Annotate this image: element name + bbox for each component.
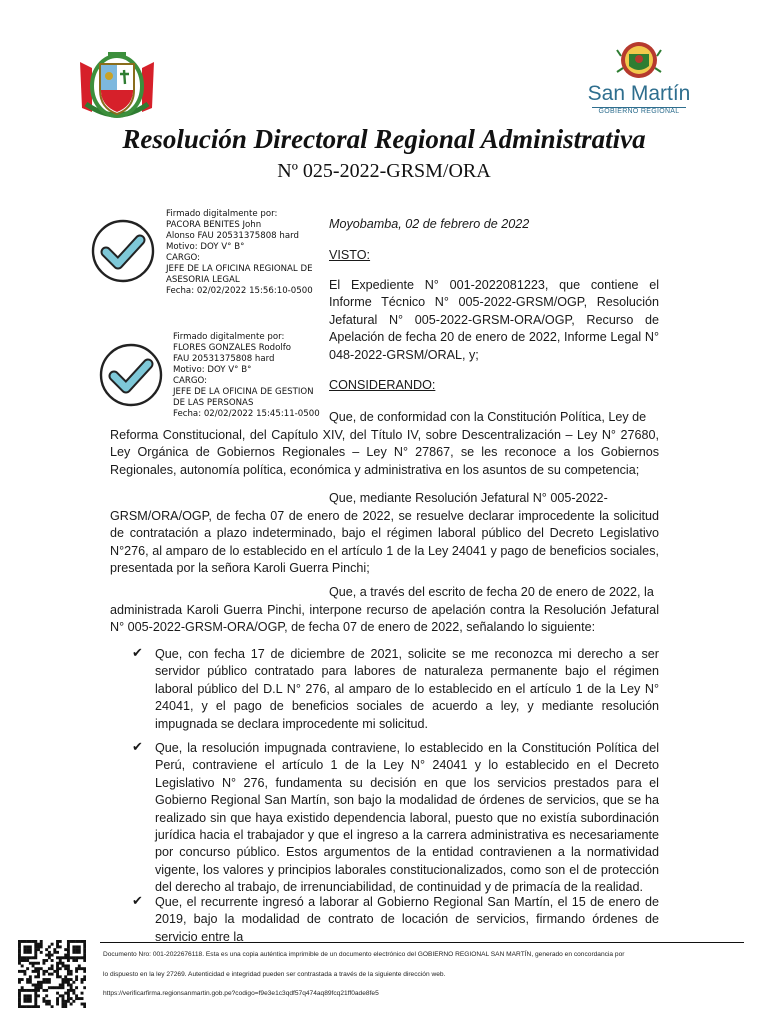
logo-title: San Martín: [587, 82, 691, 105]
signature-line: CARGO:: [173, 376, 208, 386]
digital-signature-1: [166, 209, 313, 297]
checkmark-bullet-icon: ✔: [132, 645, 143, 660]
checkmark-bullet-icon: ✔: [132, 739, 143, 754]
considerando-heading: CONSIDERANDO:: [329, 378, 436, 392]
signature-line: PACORA BENITES John: [166, 220, 262, 230]
signature-line: CARGO:: [166, 253, 201, 263]
signature-line: Firmado digitalmente por:: [173, 332, 285, 342]
peru-coat-of-arms-logo: [76, 48, 158, 124]
signature-line: Motivo: DOY V° B°: [166, 242, 245, 252]
bullet-item: Que, el recurrente ingresó a laborar al Gobierno Regional San Martín, el 15 de enero de 2019, bajo la modalidad de contrato de locación de servicios, firmando órdenes de servicio entre la: [155, 895, 659, 944]
signature-check-icon: [96, 340, 166, 415]
signature-line: Alonso FAU 20531375808 hard: [166, 231, 299, 241]
signature-line: Firmado digitalmente por:: [166, 209, 278, 219]
digital-signature-2: [173, 332, 320, 420]
footer-url: https://verificarfirma.regionsanmartin.gob.pe?codigo=f9e3e1c3qdf57q474aq89fcq21ff0ade8fe5: [103, 990, 379, 997]
paragraph-1-lead: Que, de conformidad con la Constitución Política, Ley de: [329, 410, 647, 424]
bullet-item: Que, la resolución impugnada contraviene, lo establecido en la Constitución Política del Perú, contraviene el artículo 1 de la Ley N° 24041 y lo establecido en el Decreto Legislativo N° 276, fundamenta su decisión en que los servicios prestados para el Gobierno Regional San Martín, son bajo la modalidad de órdenes de servicios, que se ha realizado sin que haya existido dependencia laboral, puesto que no existía subordinación jurídica hacia el trabajador y que el ingreso a la carrera administrativa es necesariamente por concurso público. Estos argumentos de la entidad contravienen a la normatividad vigente, los valores y principios laborales constitucionalizados, como son el de protección del derecho al trabajo, de irrenunciabilidad, de continuidad y de primacía de la realidad.: [155, 741, 659, 895]
san-martin-regional-government-logo: [582, 40, 696, 122]
checkmark-bullet-icon: ✔: [132, 893, 143, 908]
place-date: Moyobamba, 02 de febrero de 2022: [329, 217, 530, 231]
footer-divider: [100, 942, 744, 943]
signature-line: Motivo: DOY V° B°: [173, 365, 252, 375]
resolution-number: Nº 025-2022-GRSM/ORA: [277, 160, 491, 182]
paragraph-1: Reforma Constitucional, del Capítulo XIV, del Título IV, sobre Descentralización – Ley N° 27680, Ley Orgánica de Gobiernos Regionales – Ley N° 27867, se les reconoce a los Gobiernos Regionales, autonomía política, económica y administrativa en los asuntos de su competencia;: [110, 428, 659, 477]
paragraph-2: GRSM/ORA/OGP, de fecha 07 de enero de 2022, se resuelve declarar improcedente la solicitud de contratación a plazo indeterminado, bajo el régimen laboral público del Decreto Legislativo N°276, al amparo de lo establecido en el artículo 1 de la Ley 24041 y pago de beneficios sociales, presentada por la señora Karoli Guerra Pinchi;: [110, 509, 659, 576]
signature-line: Fecha: 02/02/2022 15:45:11-0500: [173, 409, 320, 419]
signature-line: JEFE DE LA OFICINA DE GESTION: [173, 387, 314, 397]
signature-line: FLORES GONZALES Rodolfo: [173, 343, 292, 353]
signature-check-icon: [88, 216, 158, 291]
footer-line-1: Documento Nro: 001-2022676118. Esta es una copia auténtica imprimible de un documento electrónico del GOBIERNO REGIONAL SAN MARTÍN, generado en concordancia por: [103, 951, 625, 958]
paragraph-3-lead: Que, a través del escrito de fecha 20 de enero de 2022, la: [329, 585, 654, 599]
signature-line: DE LAS PERSONAS: [173, 398, 254, 408]
qr-code: [18, 940, 86, 1008]
document-title: Resolución Directoral Regional Administrativa: [122, 124, 646, 154]
signature-line: ASESORIA LEGAL: [166, 275, 240, 285]
visto-heading: VISTO:: [329, 248, 371, 262]
visto-paragraph: El Expediente N° 001-2022081223, que contiene el Informe Técnico N° 005-2022-GRSM/OGP, Resolución Jefatural N° 005-2022-GRSM-ORA/OGP, Recurso de Apelación de fecha 20 de enero de 2022, Informe Legal N° 048-2022-GRSM/ORAL, y;: [329, 278, 659, 362]
paragraph-3: administrada Karoli Guerra Pinchi, interpone recurso de apelación contra la Resolución Jefatural N° 005-2022-GRSM-ORA/OGP, de fecha 07 de enero de 2022, señalando lo siguiente:: [110, 603, 659, 635]
signature-line: FAU 20531375808 hard: [173, 354, 275, 364]
footer-line-2: lo dispuesto en la ley 27269. Autenticidad e integridad pueden ser contrastada a través de la siguiente dirección web.: [103, 971, 446, 978]
signature-line: JEFE DE LA OFICINA REGIONAL DE: [166, 264, 313, 274]
signature-line: Fecha: 02/02/2022 15:56:10-0500: [166, 286, 313, 296]
logo-subtitle: GOBIERNO REGIONAL: [598, 108, 680, 115]
bullet-item: Que, con fecha 17 de diciembre de 2021, solicite se me reconozca mi derecho a ser servidor público contratado para labores de naturaleza permanente bajo el régimen laboral público del D.L N° 276, al amparo de lo establecido en el artículo 1 de la Ley N° 24041, y el pago de beneficios sociales de acuerdo a ley, y mediante resolución impugnada se declara improcedente mi solicitud.: [155, 647, 659, 731]
paragraph-2-lead: Que, mediante Resolución Jefatural N° 005-2022-: [329, 491, 608, 505]
